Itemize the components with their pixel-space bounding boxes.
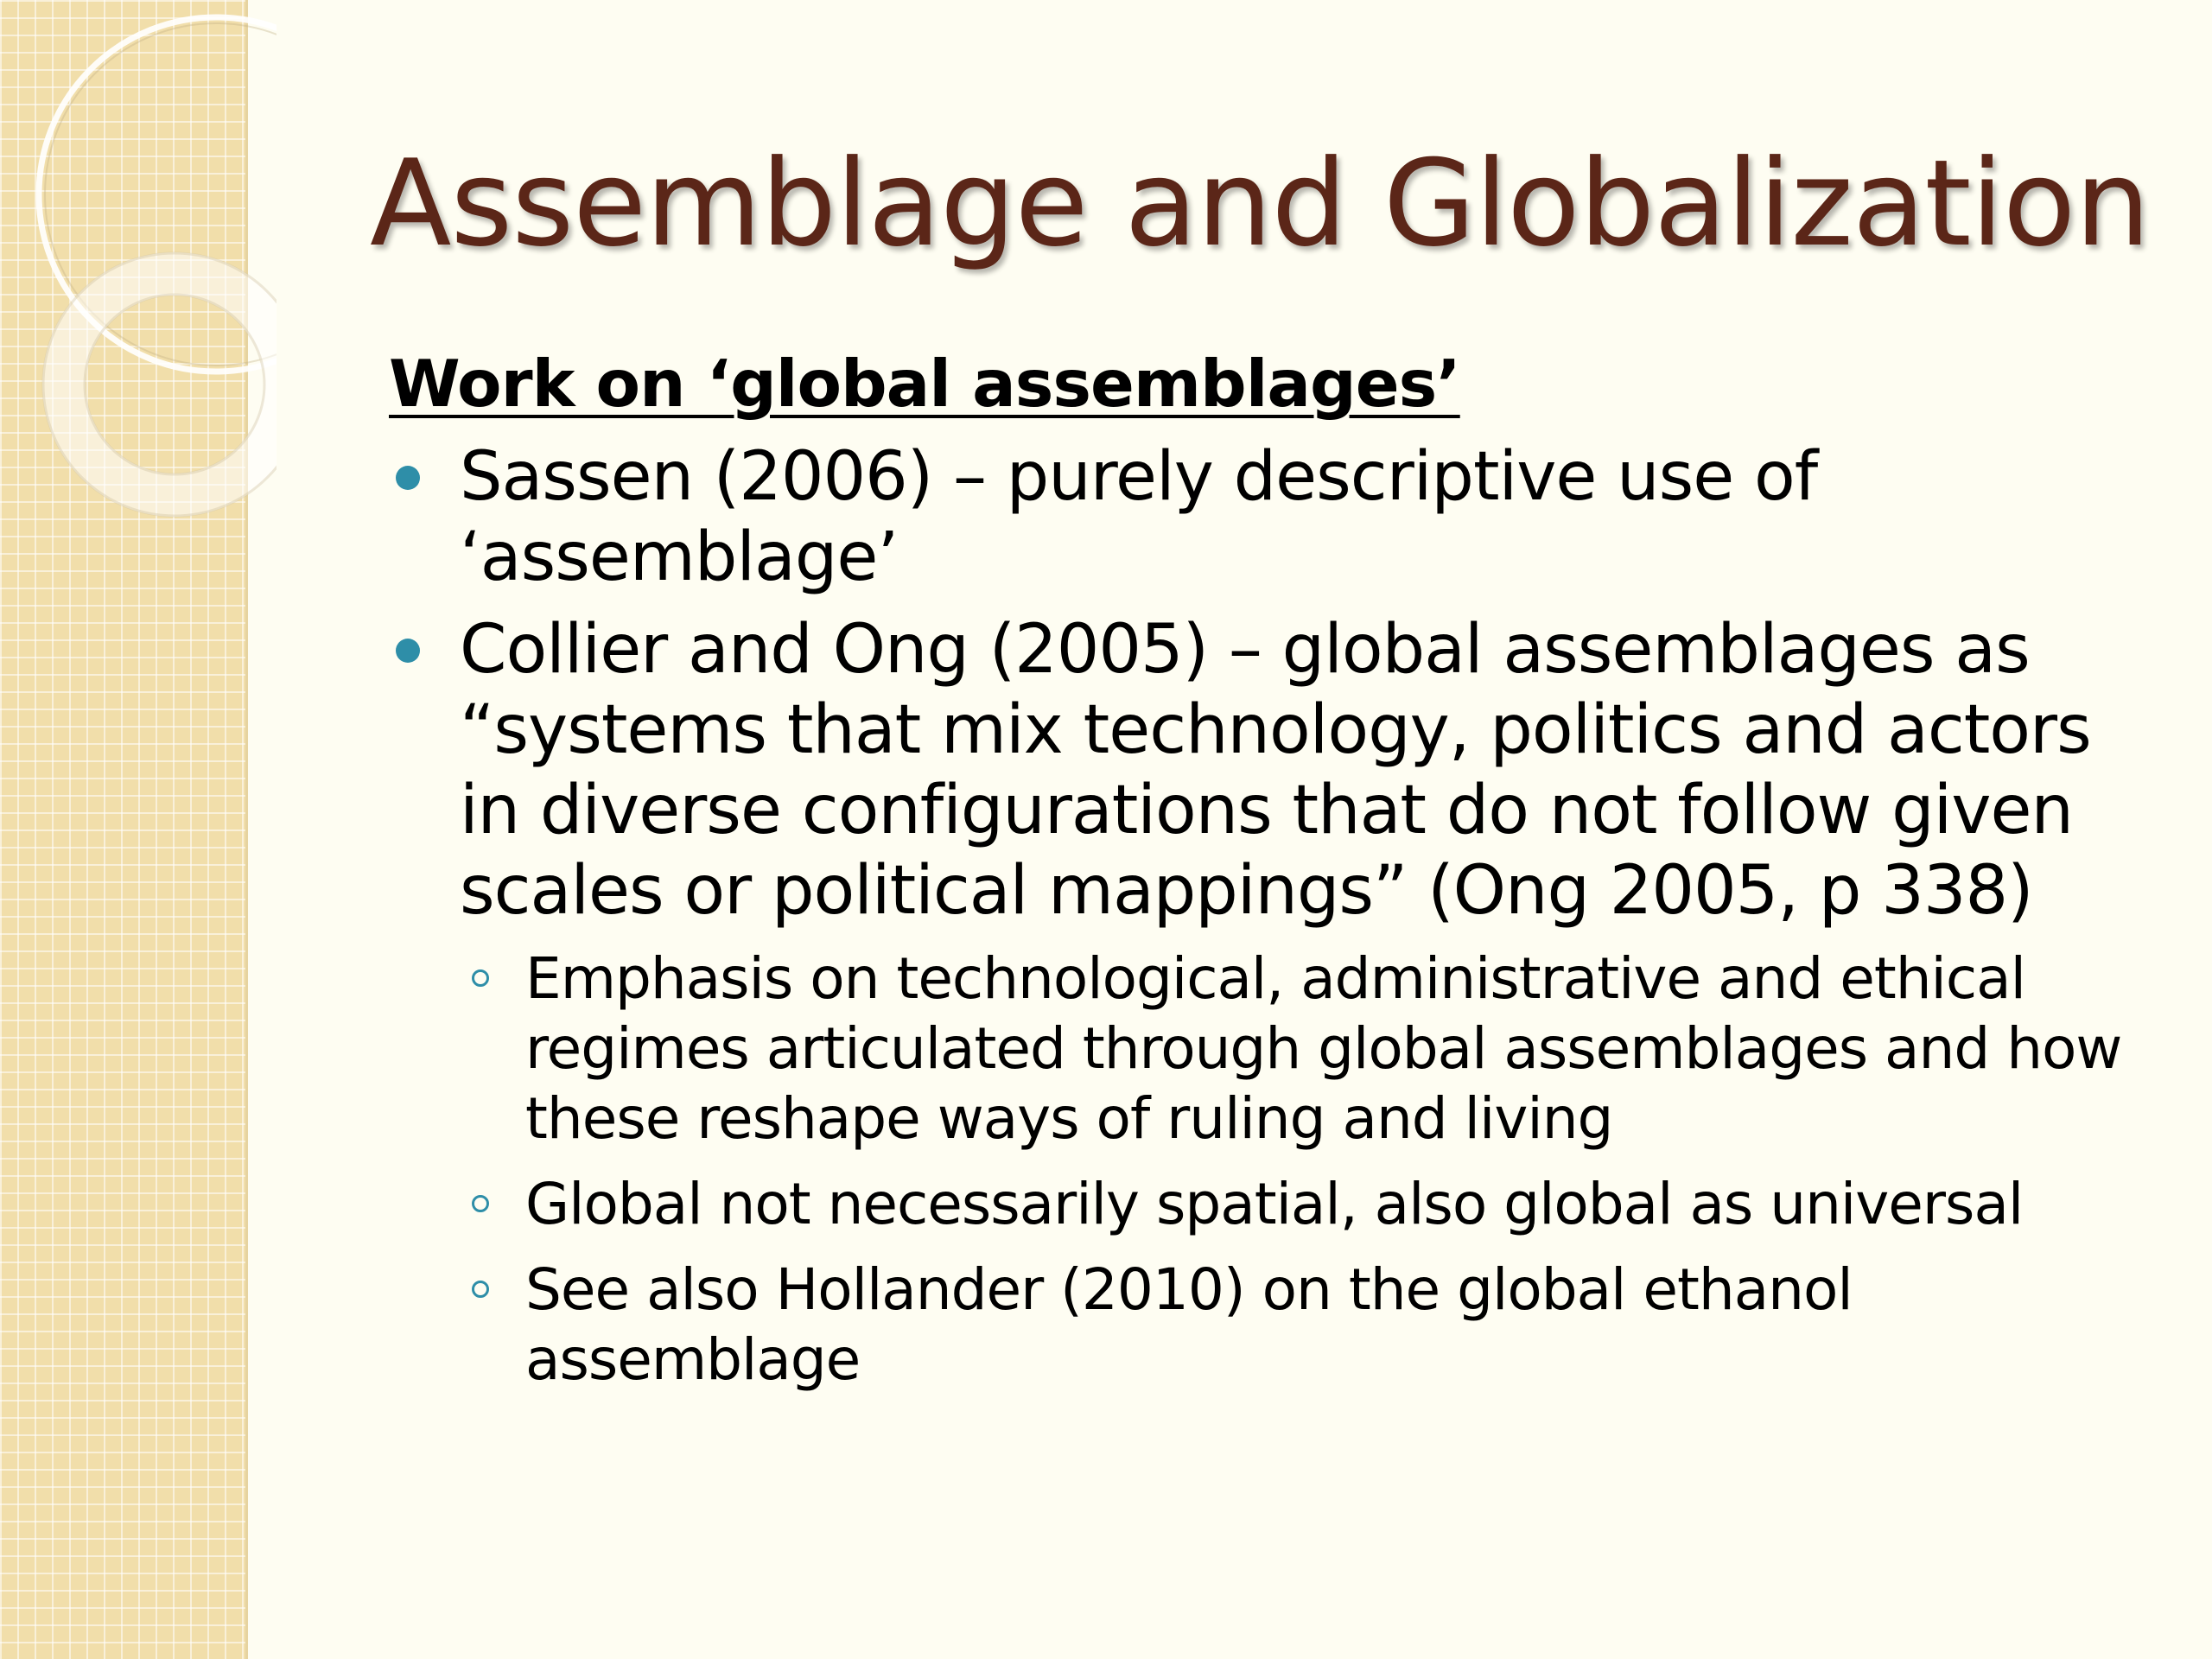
bullet-dot-icon	[396, 639, 420, 663]
sub-bullet-item	[389, 944, 2169, 1154]
sub-bullet-text: Emphasis on technological, administrative and ethical regimes articulated through global assemblages and how these reshape ways of ruling and living	[525, 945, 2122, 1152]
sub-bullet-text: See also Hollander (2010) on the global ethanol assemblage	[525, 1256, 1853, 1393]
slide-body	[389, 346, 2169, 1410]
bullet-text: Sassen (2006) – purely descriptive use of ‘assemblage’	[460, 438, 1818, 596]
sub-bullet-text: Global not necessarily spatial, also global as universal	[525, 1171, 2024, 1237]
bullet-dot-icon	[396, 466, 420, 490]
bullet-item	[389, 610, 2169, 931]
sub-bullet-item	[389, 1255, 2169, 1395]
section-heading: Work on ‘global assemblages’	[389, 346, 1460, 422]
bullet-text: Collier and Ong (2005) – global assemblages as “systems that mix technology, politics and actors in diverse configurations that do not follow given scales or political mappings” (Ong 2005, p 338)	[460, 611, 2091, 930]
sub-bullet-ring-icon	[472, 1195, 489, 1212]
slide-title: Assemblage and Globalization	[370, 134, 2150, 273]
decorative-rings-graphic	[0, 0, 276, 553]
sub-bullet-item	[389, 1169, 2169, 1239]
bullet-item	[389, 437, 2169, 598]
sub-bullet-ring-icon	[472, 969, 489, 987]
sub-bullet-ring-icon	[472, 1281, 489, 1298]
